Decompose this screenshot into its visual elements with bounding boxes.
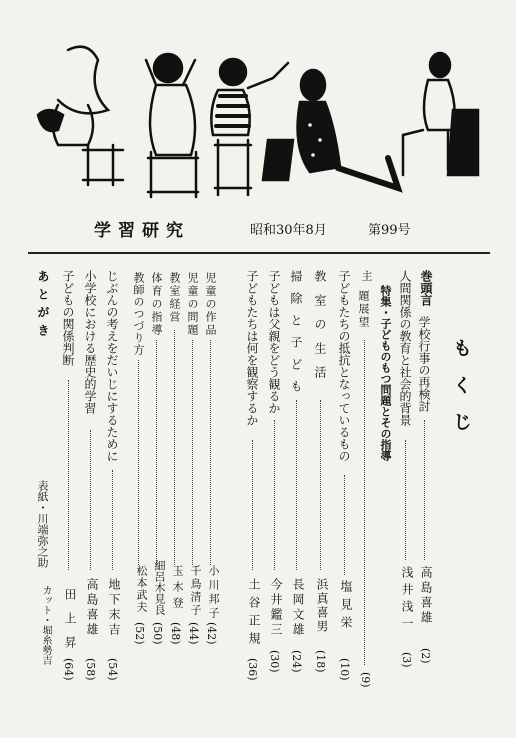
entry-page: (18) xyxy=(314,650,327,673)
cover-credit: 表紙・川端弥之助 xyxy=(36,480,49,568)
entry-page: (30) xyxy=(268,650,281,673)
entry-title: 掃除と子ども xyxy=(289,270,303,402)
entry-author: 高島喜雄 xyxy=(85,578,99,638)
dot-leader xyxy=(90,430,91,570)
dot-leader xyxy=(344,475,345,575)
dot-leader xyxy=(274,420,275,570)
entry-author: 浜真喜男 xyxy=(315,578,329,634)
entry-title: 児童の問題 xyxy=(186,272,199,337)
issue-date: 昭和30年8月 xyxy=(250,223,327,238)
dot-leader xyxy=(68,380,69,570)
entry-title: 子どもは父親をどう観るか xyxy=(267,270,281,414)
dot-leader xyxy=(192,340,193,565)
entry-page: (44) xyxy=(187,622,200,645)
dot-leader xyxy=(296,400,297,570)
entry-title: じぶんの考えをだいじにするために xyxy=(105,270,119,462)
issue-number: 第99号 xyxy=(368,223,411,238)
entry-author: 細呂木見良 xyxy=(153,560,166,615)
cut-credit: カット・堀糸勢吉 xyxy=(40,585,51,665)
entry-author: 地下末吉 xyxy=(107,578,121,638)
entry-title: 子どもたちの抵抗となっているもの xyxy=(337,270,351,462)
afterword: あとがき xyxy=(36,270,50,342)
dot-leader xyxy=(156,340,157,565)
entry-label: 主 xyxy=(360,270,373,281)
entry-page: (3) xyxy=(400,652,413,668)
contents-title: もくじ xyxy=(450,338,472,449)
entry-page: (48) xyxy=(169,622,182,645)
entry-page: (52) xyxy=(133,622,146,645)
entry-title: 教室の生活 xyxy=(313,270,327,390)
dot-leader xyxy=(424,420,425,560)
entry-page: (2) xyxy=(419,648,432,664)
entry-author: 玉木登 xyxy=(171,565,184,613)
dot-leader xyxy=(320,400,321,570)
dot-leader xyxy=(112,470,113,570)
entry-author: 千鳥清子 xyxy=(189,565,202,617)
entry-title: 教室経営 xyxy=(168,272,181,324)
entry-page: (24) xyxy=(290,650,303,673)
entry-page: (10) xyxy=(338,658,351,681)
dot-leader xyxy=(138,360,139,565)
entry-author: 長岡文雄 xyxy=(291,578,305,638)
entry-author: 浅井浅一 xyxy=(400,566,414,634)
dot-leader xyxy=(252,440,253,570)
header-divider xyxy=(28,252,490,254)
dot-leader xyxy=(210,340,211,565)
entry-page: (64) xyxy=(62,658,75,681)
entry-title: 子どもの関係判断 xyxy=(61,270,75,366)
entry-page: (54) xyxy=(106,658,119,681)
entry-title: 子どもたちは何を観察するか xyxy=(245,270,259,426)
magazine-header xyxy=(60,216,490,240)
magazine-title: 学習研究 xyxy=(94,221,190,241)
entry-title: 体育の指導 xyxy=(150,272,163,337)
entry-title: 児童の作品 xyxy=(204,272,217,337)
entry-page: (42) xyxy=(205,622,218,645)
dot-leader xyxy=(405,440,406,560)
entry-title: 教師のつづり方 xyxy=(132,272,145,356)
entry-author: 土谷正規 xyxy=(247,578,261,650)
entry-label-preface: 巻頭言 xyxy=(419,270,433,306)
entry-title: 学校行事の再検討 xyxy=(417,316,431,412)
header-illustration xyxy=(28,30,490,215)
dot-leader xyxy=(174,330,175,565)
entry-author: 小川邦子 xyxy=(207,565,220,621)
entry-author: 塩見栄 xyxy=(339,580,353,634)
feature-heading: 特集・子どものもつ問題とその指導 xyxy=(379,285,392,461)
entry-author: 今井鑑三 xyxy=(269,578,283,638)
entry-author: 田上昇 xyxy=(63,588,77,660)
entry-title: 小学校における歴史的学習 xyxy=(83,270,97,414)
entry-title: 人間関係の教育と社会的背景 xyxy=(398,270,412,426)
dot-leader xyxy=(364,340,365,665)
entry-page: (58) xyxy=(84,658,97,681)
entry-author: 高島喜雄 xyxy=(419,566,433,626)
entry-author: 松本武夫 xyxy=(135,565,148,613)
entry-page: (50) xyxy=(151,622,164,645)
entry-page: (36) xyxy=(246,658,259,681)
entry-page: (9) xyxy=(359,672,372,688)
entry-title: 題展望 xyxy=(357,290,370,329)
